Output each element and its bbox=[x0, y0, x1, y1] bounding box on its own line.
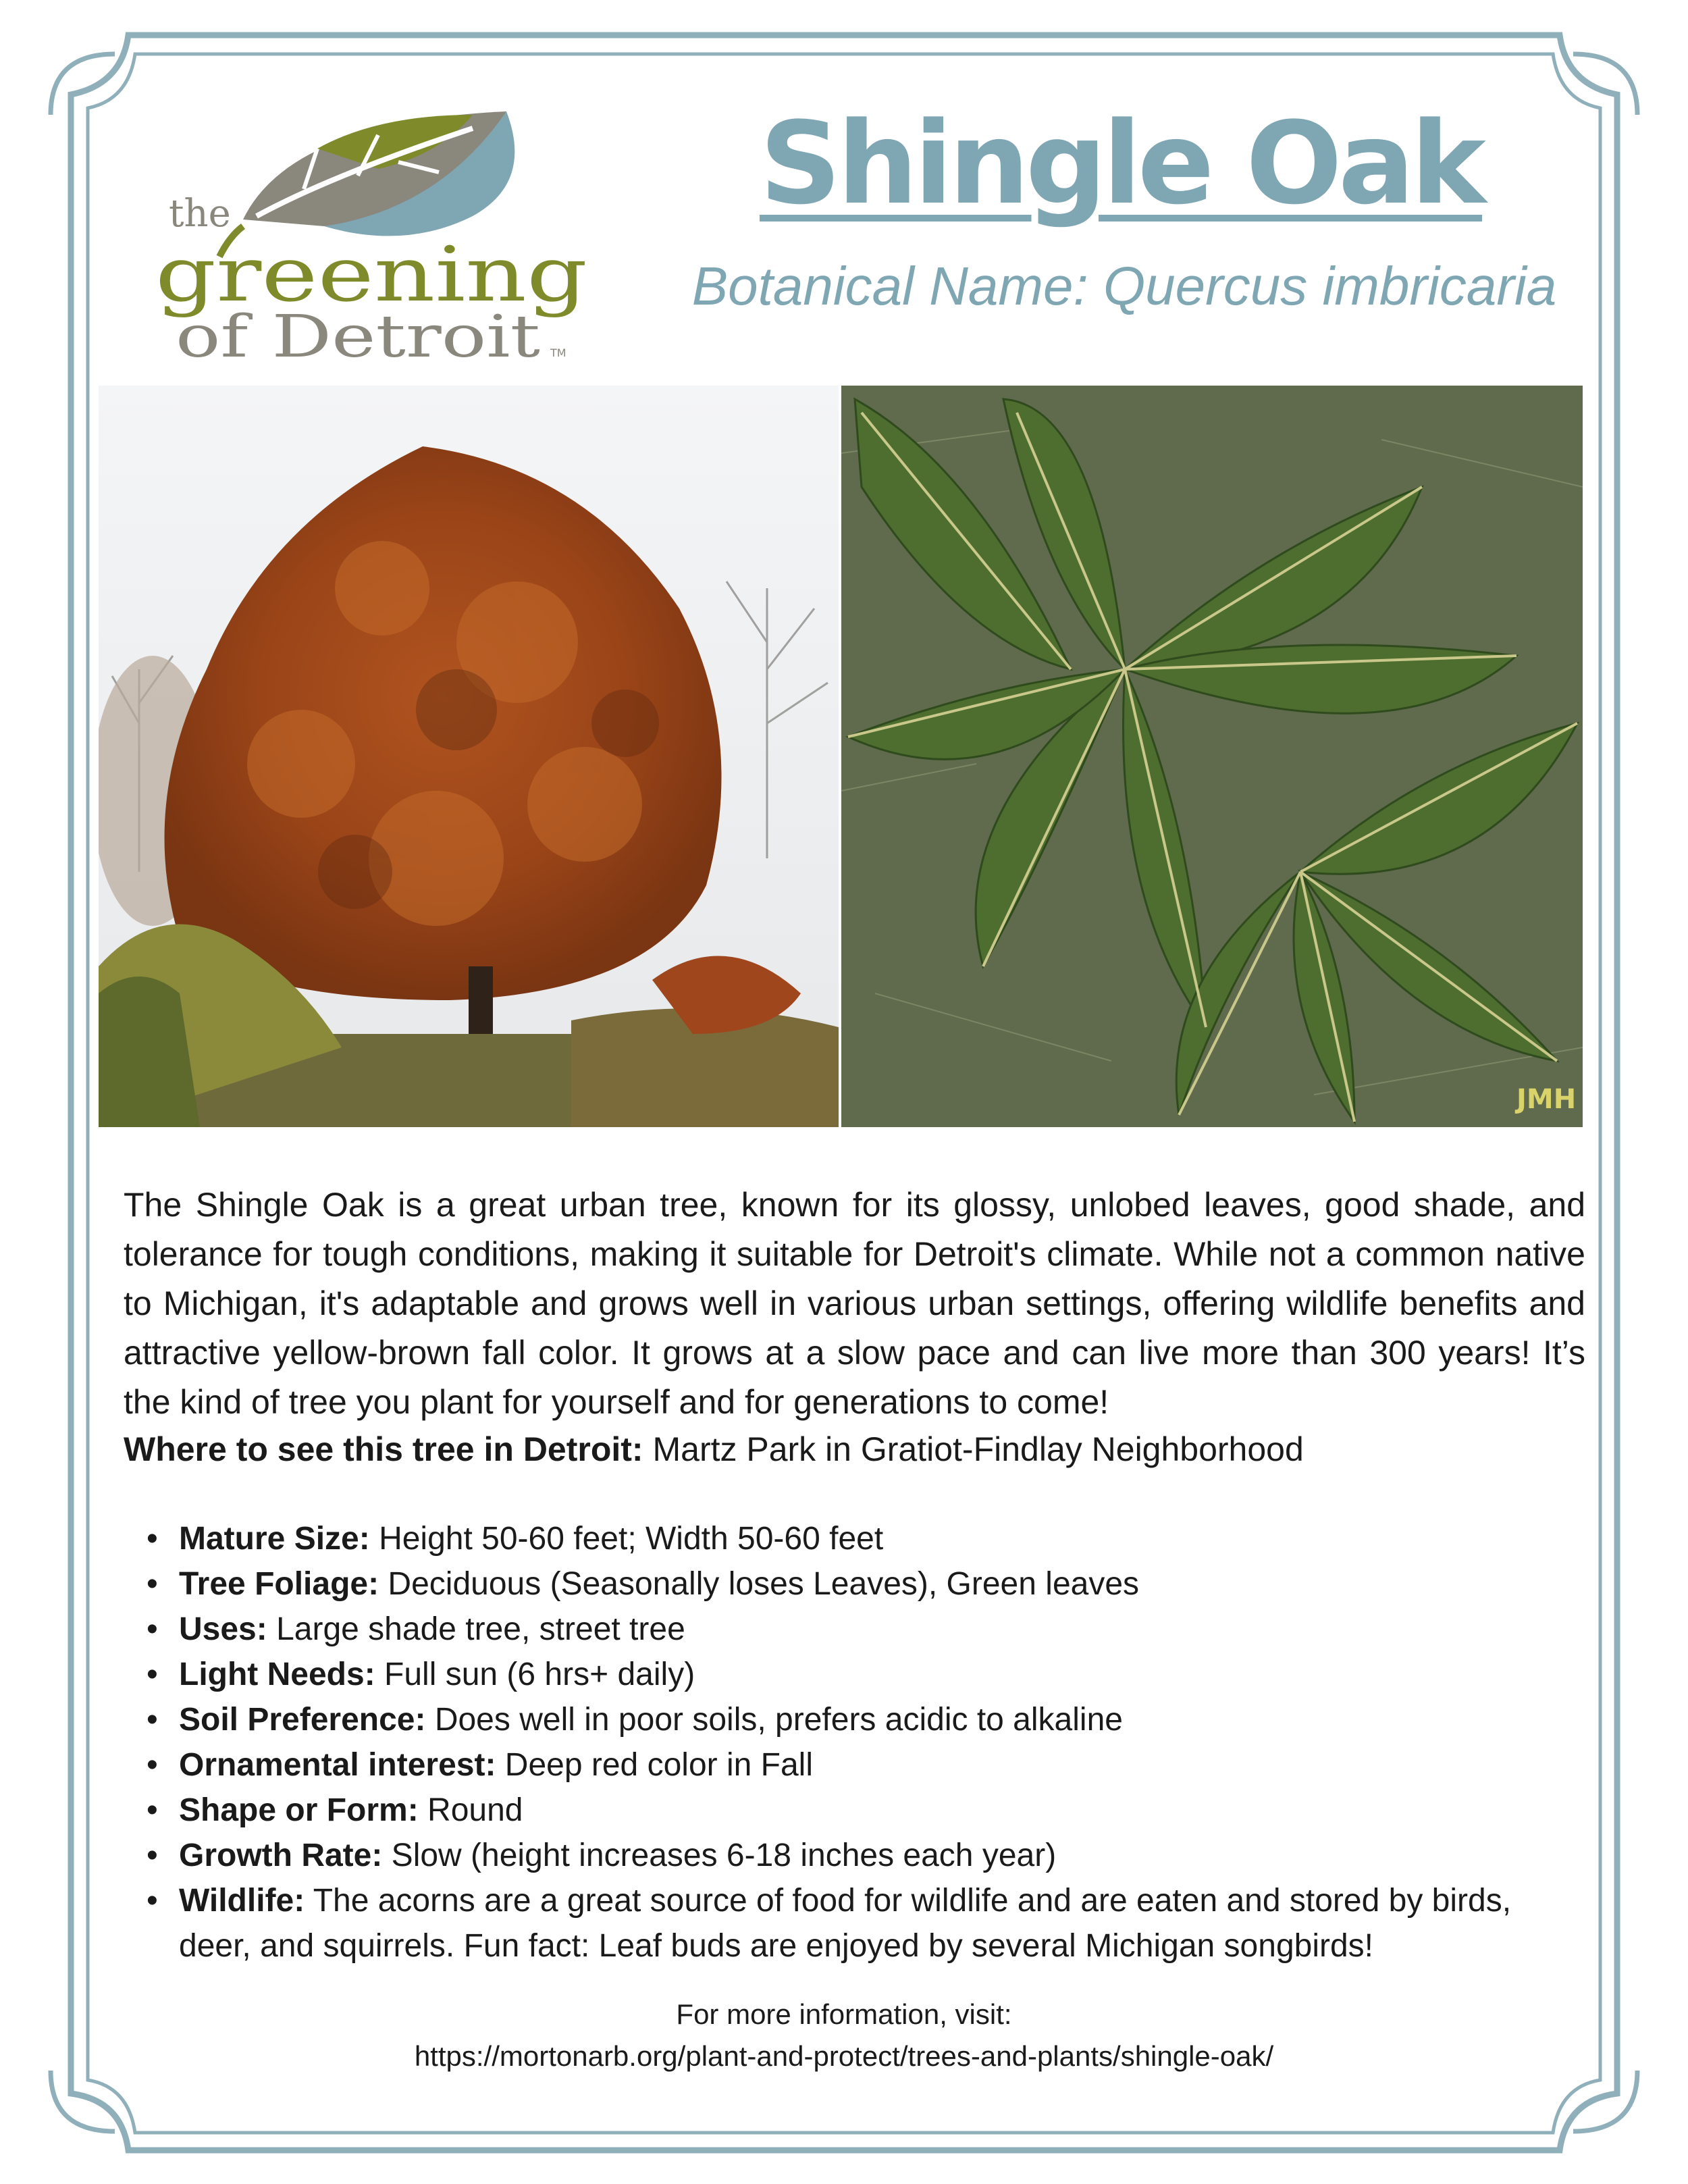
logo-text-of-detroit: of Detroit bbox=[176, 303, 540, 365]
fact-wildlife: • Wildlife: The acorns are a great source of food for wildlife and are eaten and stored by birds, deer, and squirrels. Fun fact: Leaf buds are enjoyed by several Michigan songbirds! bbox=[147, 1883, 1512, 1964]
fact-label: Soil Preference: bbox=[179, 1702, 426, 1738]
fact-value: Does well in poor soils, prefers acidic to alkaline bbox=[425, 1702, 1123, 1738]
logo-text-greening: greening bbox=[155, 231, 587, 319]
fact-shape-or-form: • Shape or Form: Round bbox=[147, 1792, 523, 1828]
fact-label: Wildlife: bbox=[179, 1883, 305, 1919]
where-to-see bbox=[124, 1425, 1585, 1474]
fact-soil-preference: • Soil Preference: Does well in poor soils, prefers acidic to alkaline bbox=[147, 1702, 1123, 1738]
footer bbox=[135, 1994, 1553, 2077]
description-paragraph: The Shingle Oak is a great urban tree, known for its glossy, unlobed leaves, good shade, and tolerance for tough conditions, making it suitable for Detroit's climate. While not a common native to Michigan, it's adaptable and grows well in various urban settings, offering wildlife benefits and attractive yellow-brown fall color. It grows at a slow pace and can live more than 300 years! It’s the kind of tree you plant for yourself and for generations to come! bbox=[124, 1186, 1585, 1421]
greening-of-detroit-logo bbox=[155, 108, 601, 365]
fact-value: Deciduous (Seasonally loses Leaves), Green leaves bbox=[379, 1566, 1140, 1602]
fact-label: Uses: bbox=[179, 1611, 267, 1647]
footer-link[interactable]: https://mortonarb.org/plant-and-protect/trees-and-plants/shingle-oak/ bbox=[414, 2040, 1274, 2072]
fact-label: Shape or Form: bbox=[179, 1792, 419, 1828]
tree-facts-list bbox=[124, 1516, 1585, 1969]
fact-light-needs: • Light Needs: Full sun (6 hrs+ daily) bbox=[147, 1657, 695, 1692]
fact-value: Height 50-60 feet; Width 50-60 feet bbox=[369, 1521, 884, 1557]
fact-uses: • Uses: Large shade tree, street tree bbox=[147, 1611, 685, 1647]
logo-trademark: TM bbox=[550, 346, 566, 359]
where-label: Where to see this tree in Detroit: bbox=[124, 1430, 643, 1468]
fact-value: Round bbox=[418, 1792, 523, 1828]
fact-value: Full sun (6 hrs+ daily) bbox=[375, 1657, 695, 1692]
tree-photo bbox=[99, 386, 839, 1127]
botanical-name: Botanical Name: Quercus imbricaria bbox=[691, 256, 1557, 316]
fact-label: Light Needs: bbox=[179, 1657, 375, 1692]
fact-label: Growth Rate: bbox=[179, 1838, 383, 1873]
fact-label: Tree Foliage: bbox=[179, 1566, 379, 1602]
footer-intro: For more information, visit: bbox=[676, 1998, 1012, 2030]
fact-value: Large shade tree, street tree bbox=[267, 1611, 685, 1647]
fact-label: Mature Size: bbox=[179, 1521, 370, 1557]
fact-label: Ornamental interest: bbox=[179, 1747, 496, 1783]
fact-growth-rate: • Growth Rate: Slow (height increases 6-18 inches each year) bbox=[147, 1838, 1057, 1873]
fact-value: The acorns are a great source of food for wildlife and are eaten and stored by birds, deer, and squirrels. Fun fact: Leaf buds are enjoyed by several Michigan songbirds! bbox=[179, 1883, 1512, 1964]
fact-value: Deep red color in Fall bbox=[496, 1747, 813, 1783]
leaves-photo bbox=[841, 386, 1583, 1127]
fact-ornamental-interest: • Ornamental interest: Deep red color in Fall bbox=[147, 1747, 813, 1783]
where-value: Martz Park in Gratiot-Findlay Neighborhood bbox=[643, 1430, 1304, 1468]
page-title: Shingle Oak bbox=[760, 97, 1482, 230]
fact-mature-size: • Mature Size: Height 50-60 feet; Width 50-60 feet bbox=[147, 1521, 884, 1557]
logo-text-the: the bbox=[169, 192, 231, 236]
photo-credit: JMH bbox=[1516, 1084, 1577, 1115]
fact-value: Slow (height increases 6-18 inches each year) bbox=[382, 1838, 1057, 1873]
fact-tree-foliage: • Tree Foliage: Deciduous (Seasonally loses Leaves), Green leaves bbox=[147, 1566, 1140, 1602]
